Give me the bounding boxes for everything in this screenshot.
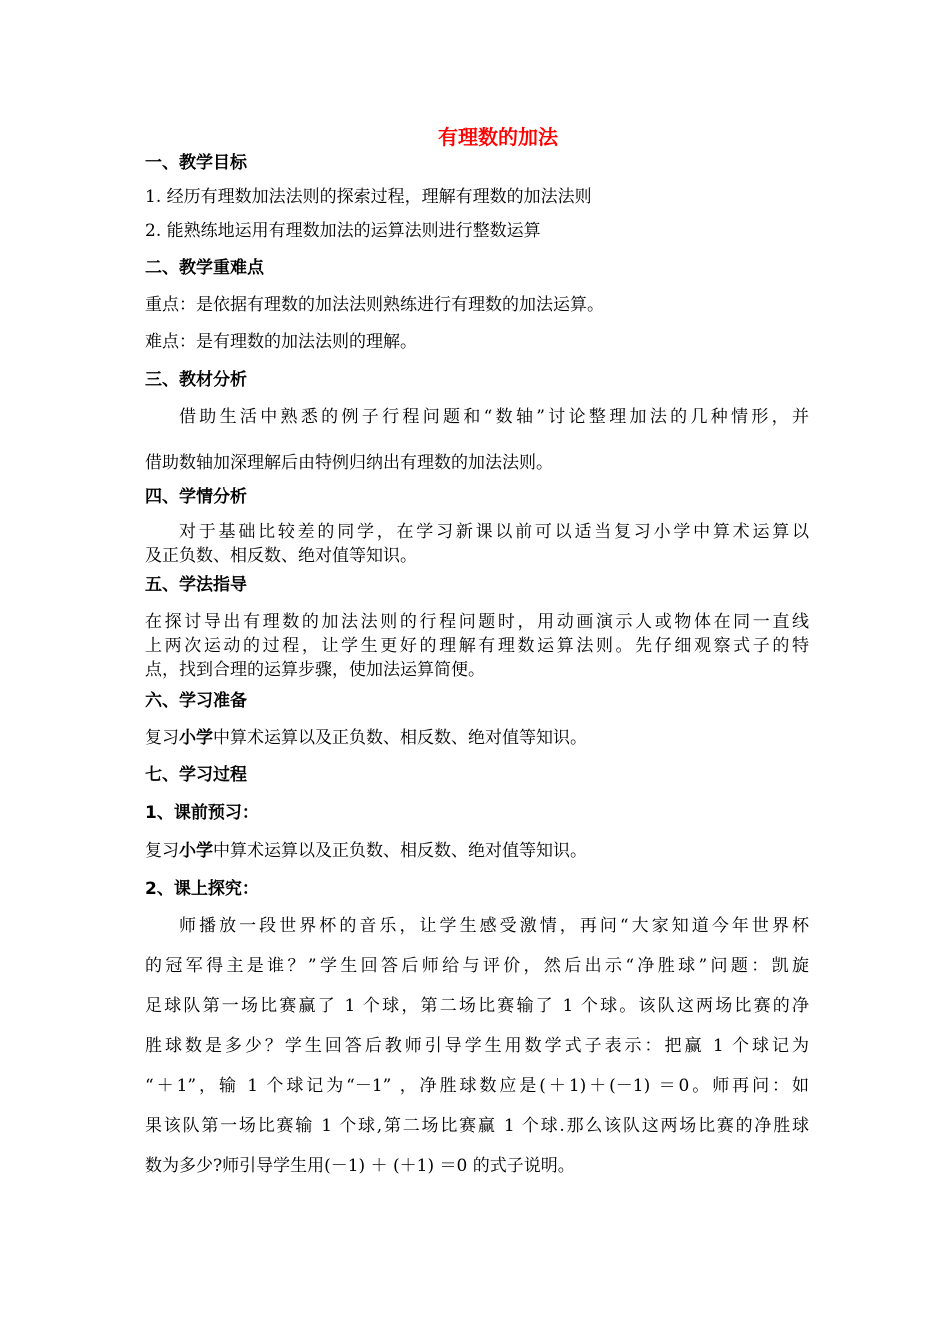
paragraph-line: 点，找到合理的运算步骤，使加法运算简便。: [145, 660, 485, 680]
paragraph-line: 借助生活中熟悉的例子行程问题和“数轴”讨论整理加法的几种情形，并: [179, 407, 809, 427]
key-point-text: 重点：是依据有理数的加法法则熟练进行有理数的加法运算。: [145, 295, 604, 315]
paragraph-line: 借助数轴加深理解后由特例归纳出有理数的加法法则。: [145, 453, 553, 473]
class-inquiry-paragraph: [145, 906, 809, 1186]
paragraph-line: 足球队第一场比赛赢了 1 个球，第二场比赛输了 1 个球。该队这两场比赛的净: [145, 996, 809, 1016]
section-heading-study-guidance: 五、学法指导: [145, 575, 247, 595]
paragraph-line: 胜球数是多少？学生回答后教师引导学生用数学式子表示：把赢 1 个球记为: [145, 1036, 809, 1056]
objective-item-2: 2. 能熟练地运用有理数加法的运算法则进行整数运算: [145, 221, 541, 241]
text-segment: 中算术运算以及正负数、相反数、绝对值等知识。: [213, 728, 587, 748]
section-heading-learning-process: 七、学习过程: [145, 765, 247, 785]
preparation-text: [145, 725, 809, 751]
student-analysis-paragraph: [145, 520, 809, 568]
bold-text: 小学: [179, 728, 213, 748]
section-heading-key-points: 二、教学重难点: [145, 258, 264, 278]
section-heading-preparation: 六、学习准备: [145, 691, 247, 711]
paragraph-line: “＋1”，输 1 个球记为“－1” ，净胜球数应是(＋1)＋(－1) ＝0。师再问：如: [145, 1076, 809, 1096]
text-segment: 复习: [145, 728, 179, 748]
bold-text: 小学: [179, 841, 213, 861]
paragraph-line: 的冠军得主是谁？”学生回答后师给与评价，然后出示“净胜球”问题：凯旋: [145, 956, 809, 976]
paragraph-line: 数为多少?师引导学生用(－1) ＋ (＋1) ＝0 的式子说明。: [145, 1156, 575, 1176]
section-heading-student-analysis: 四、学情分析: [145, 487, 247, 507]
text-segment: 中算术运算以及正负数、相反数、绝对值等知识。: [213, 841, 587, 861]
study-guidance-paragraph: [145, 610, 809, 682]
paragraph-line: 上两次运动的过程，让学生更好的理解有理数运算法则。先仔细观察式子的特: [145, 636, 809, 656]
document-title: 有理数的加法: [438, 125, 558, 149]
material-analysis-paragraph: [145, 404, 809, 476]
section-heading-material-analysis: 三、教材分析: [145, 370, 247, 390]
text-segment: 复习: [145, 841, 179, 861]
paragraph-line: 对于基础比较差的同学，在学习新课以前可以适当复习小学中算术运算以: [179, 522, 809, 542]
difficult-point-text: 难点：是有理数的加法法则的理解。: [145, 332, 417, 352]
subsection-heading-class-inquiry: 2、课上探究：: [145, 879, 259, 899]
preview-text: [145, 838, 809, 864]
section-heading-objectives: 一、教学目标: [145, 153, 247, 173]
paragraph-line: 在探讨导出有理数的加法法则的行程问题时，用动画演示人或物体在同一直线: [145, 612, 809, 632]
subsection-heading-preview: 1、课前预习：: [145, 803, 259, 823]
paragraph-line: 师播放一段世界杯的音乐，让学生感受激情，再问“大家知道今年世界杯: [179, 916, 809, 936]
paragraph-line: 果该队第一场比赛输 1 个球,第二场比赛赢 1 个球.那么该队这两场比赛的净胜球: [145, 1116, 809, 1136]
objective-item-1: 1. 经历有理数加法法则的探索过程，理解有理数的加法法则: [145, 187, 592, 207]
paragraph-line: 及正负数、相反数、绝对值等知识。: [145, 546, 417, 566]
